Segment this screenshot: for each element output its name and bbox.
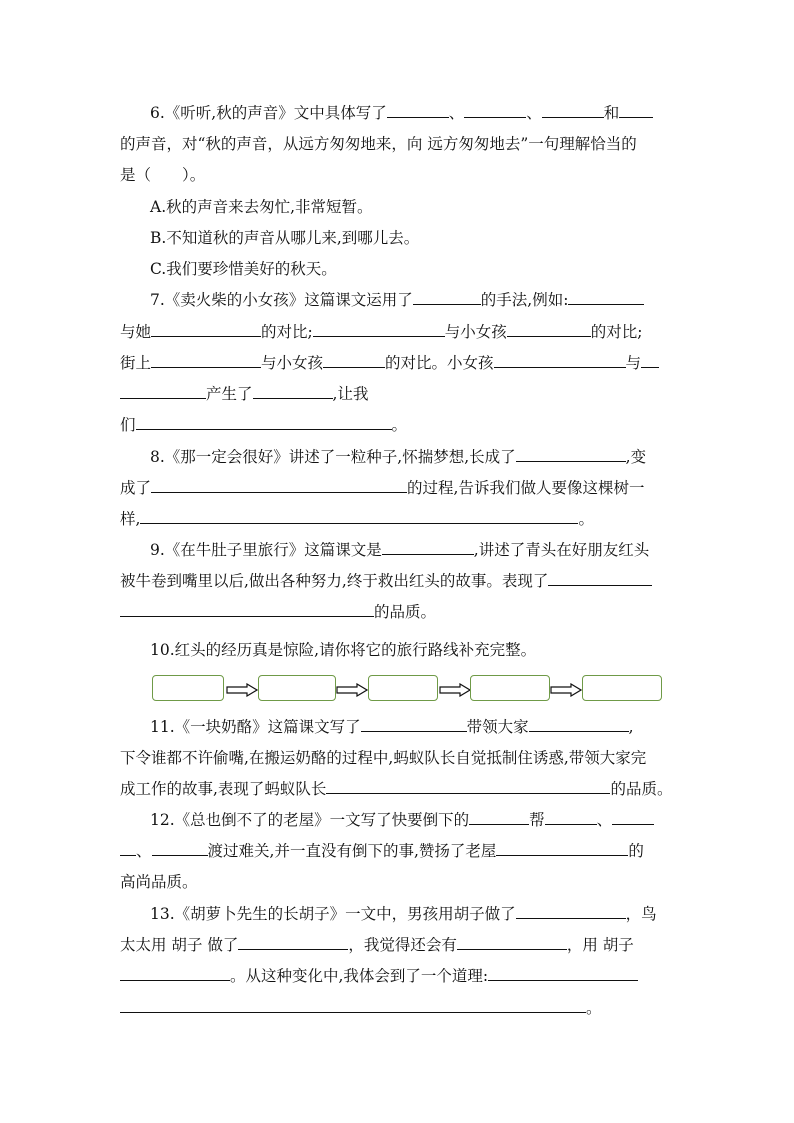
route-diagram	[152, 675, 672, 703]
q12-text: 、	[596, 811, 613, 829]
q6-line-2: 的声音，对“秋的声音，从远方匆匆地来，向 远方匆匆地去”一句理解恰当的	[120, 135, 637, 153]
q8-text: 的过程,告诉我们做人要像这棵树一	[407, 479, 645, 497]
q6-line-3: 是（ ）。	[120, 166, 206, 184]
q9-line-2	[120, 571, 652, 591]
q6-blank-2[interactable]	[464, 103, 526, 118]
q6-blank-1[interactable]	[387, 103, 449, 118]
q7-text: 的手法,例如:	[480, 291, 569, 309]
q13-line-1	[150, 904, 657, 924]
q7-blank-1[interactable]	[413, 290, 481, 305]
q8-text: 样,	[120, 510, 141, 528]
q6-text: 6.《听听,秋的声音》文中具体写了	[150, 104, 387, 122]
q11-text: 的品质。	[610, 780, 673, 798]
q12-blank-6[interactable]	[496, 841, 628, 856]
q10-text: 10.红头的经历真是惊险,请你将它的旅行路线补充完整。	[150, 641, 537, 659]
q6-blank-3[interactable]	[542, 103, 604, 118]
q12-line-1	[150, 810, 654, 830]
q6-and: 和	[603, 104, 620, 122]
q12-line-2	[120, 841, 644, 861]
q7-blank-9[interactable]	[641, 353, 659, 368]
q6-option-c: C.我们要珍惜美好的秋天。	[150, 260, 337, 278]
q7-text: 。	[391, 416, 408, 434]
q13-line-3	[120, 966, 638, 986]
q7-text: 与	[625, 354, 642, 372]
q7-text: 的对比;	[261, 323, 313, 341]
arrow-right-icon	[550, 683, 582, 697]
q12-text: 帮	[529, 811, 545, 829]
q13-blank-5[interactable]	[488, 966, 638, 981]
q7-blank-11[interactable]	[253, 384, 333, 399]
q7-text: ,让我	[332, 385, 369, 403]
q6-sep: 、	[448, 104, 465, 122]
q7-text: 的对比;	[590, 323, 643, 341]
q8-text: 成了	[120, 479, 152, 497]
q8-blank-3[interactable]	[140, 509, 578, 524]
q9-text: ,讲述了青头在好朋友红头	[473, 541, 650, 559]
q7-text: 的对比。小女孩	[385, 354, 494, 372]
q13-blank-3[interactable]	[457, 935, 567, 950]
q13-blank-4[interactable]	[120, 966, 230, 981]
q13-text: 太太用 胡子 做了	[120, 936, 239, 954]
q7-text: 们	[120, 416, 136, 434]
q13-line-2	[120, 935, 634, 955]
route-box-3[interactable]	[368, 675, 438, 701]
q13-blank-2[interactable]	[238, 935, 348, 950]
q9-line-1	[150, 540, 649, 560]
q8-blank-2[interactable]	[151, 478, 407, 493]
q7-blank-7[interactable]	[323, 353, 385, 368]
q7-blank-6[interactable]	[151, 353, 261, 368]
q6-option-b: B.不知道秋的声音从哪儿来,到哪儿去。	[150, 229, 420, 247]
q7-text: 产生了	[206, 385, 253, 403]
q12-text: 渡过难关,并一直没有倒下的事,赞扬了老屋	[207, 842, 497, 860]
q12-text: 12.《总也倒不了的老屋》一文写了快要倒下的	[150, 811, 470, 829]
q12-blank-4[interactable]	[120, 841, 136, 856]
q7-blank-12[interactable]	[136, 415, 392, 430]
q11-blank-3[interactable]	[326, 779, 610, 794]
q11-text: 成工作的故事,表现了蚂蚁队长	[120, 780, 327, 798]
q11-text: ,	[628, 718, 634, 736]
q7-text: 与小女孩	[444, 323, 507, 341]
arrow-right-icon	[336, 683, 368, 697]
q7-line-5	[120, 415, 407, 435]
q11-line-3	[120, 779, 672, 799]
route-box-1[interactable]	[152, 675, 224, 701]
q8-line-2	[120, 478, 644, 498]
q8-blank-1[interactable]	[516, 447, 626, 462]
q8-text: ,变	[625, 448, 647, 466]
q6-option-a: A.秋的声音来去匆忙,非常短暂。	[150, 198, 373, 216]
q7-blank-3[interactable]	[151, 322, 261, 337]
q7-line-2	[120, 322, 643, 342]
q6-sep: 、	[526, 104, 542, 122]
q11-line-1	[150, 717, 634, 737]
q13-text: ，我觉得还会有	[348, 936, 457, 954]
q13-text: 。	[586, 999, 602, 1017]
q7-blank-8[interactable]	[494, 353, 626, 368]
q7-text: 街上	[120, 354, 152, 372]
q9-text: 9.《在牛肚子里旅行》这篇课文是	[150, 541, 382, 559]
q6-line-1	[150, 103, 653, 123]
arrow-right-icon	[226, 683, 258, 697]
q9-text: 的品质。	[374, 603, 437, 621]
q7-line-1	[150, 290, 644, 310]
q9-blank-2[interactable]	[548, 571, 652, 586]
q11-text: 带领大家	[466, 718, 529, 736]
q12-text: 的	[628, 842, 644, 860]
q8-text: 8.《那一定会很好》讲述了一粒种子,怀揣梦想,长成了	[150, 448, 516, 466]
route-box-5[interactable]	[582, 675, 662, 701]
q11-line-2: 下令谁都不许偷嘴,在搬运奶酪的过程中,蚂蚁队长自觉抵制住诱惑,带领大家完	[120, 749, 647, 767]
arrow-right-icon	[439, 683, 471, 697]
q7-text: 与小女孩	[261, 354, 324, 372]
q7-line-4	[120, 384, 368, 404]
q8-line-1	[150, 447, 646, 467]
q12-blank-2[interactable]	[545, 810, 597, 825]
q9-blank-3[interactable]	[120, 602, 374, 617]
q7-line-3	[120, 353, 659, 373]
route-box-4[interactable]	[470, 675, 550, 701]
q7-blank-5[interactable]	[507, 322, 591, 337]
q12-blank-1[interactable]	[469, 810, 529, 825]
q7-blank-4[interactable]	[313, 322, 445, 337]
q7-blank-2[interactable]	[568, 290, 644, 305]
q12-text: 、	[136, 842, 152, 860]
route-box-2[interactable]	[258, 675, 336, 701]
q9-line-3	[120, 602, 436, 622]
q13-text: ，用 胡子	[566, 936, 634, 954]
q12-line-3: 高尚品质。	[120, 873, 198, 891]
q9-blank-1[interactable]	[382, 540, 474, 555]
q7-text: 7.《卖火柴的小女孩》这篇课文运用了	[150, 291, 413, 309]
q9-text: 被牛卷到嘴里以后,做出各种努力,终于救出红头的故事。表现了	[120, 572, 549, 590]
q13-text: ，鸟	[625, 905, 657, 923]
q13-line-4	[120, 998, 602, 1018]
q11-blank-1[interactable]	[361, 717, 467, 732]
q8-line-3	[120, 509, 594, 529]
q13-text: 。从这种变化中,我体会到了一个道理:	[230, 967, 489, 985]
q11-text: 11.《一块奶酪》这篇课文写了	[150, 718, 361, 736]
q8-text: 。	[578, 510, 594, 528]
q6-blank-4[interactable]	[619, 103, 653, 118]
q12-blank-5[interactable]	[152, 841, 208, 856]
q13-blank-1[interactable]	[516, 904, 626, 919]
q11-blank-2[interactable]	[529, 717, 629, 732]
q7-text: 与她	[120, 323, 152, 341]
q7-blank-10[interactable]	[120, 384, 206, 399]
q13-text: 13.《胡萝卜先生的长胡子》一文中，男孩用胡子做了	[150, 905, 516, 923]
q13-blank-6[interactable]	[120, 998, 586, 1013]
q12-blank-3[interactable]	[612, 810, 654, 825]
